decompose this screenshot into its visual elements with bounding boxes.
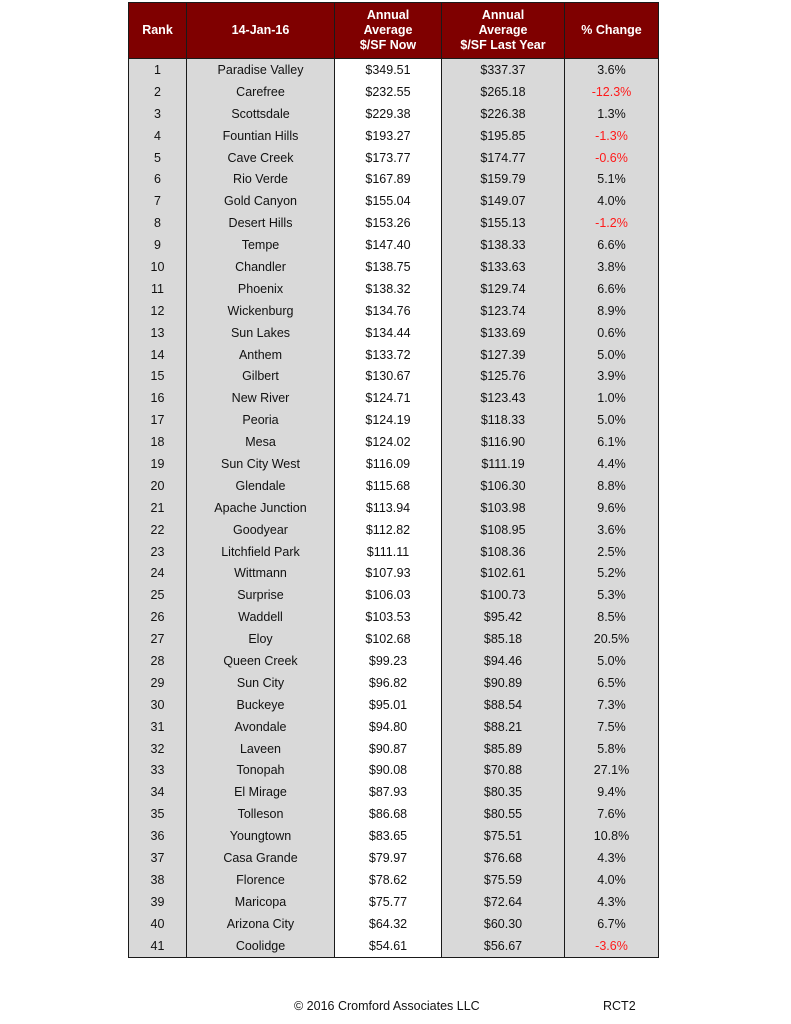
- cell-rank: 15: [129, 365, 187, 387]
- header-change: % Change: [565, 3, 659, 59]
- cell-price-now: $96.82: [335, 672, 442, 694]
- table-row: [129, 168, 659, 190]
- cell-price-now: $133.72: [335, 344, 442, 366]
- cell-city: Tempe: [187, 234, 335, 256]
- table-row: [129, 913, 659, 935]
- cell-price-last-year: $118.33: [442, 409, 565, 431]
- cell-rank: 10: [129, 256, 187, 278]
- cell-price-last-year: $56.67: [442, 935, 565, 957]
- cell-price-now: $124.02: [335, 431, 442, 453]
- cell-city: Buckeye: [187, 694, 335, 716]
- cell-price-last-year: $85.18: [442, 628, 565, 650]
- cell-price-now: $155.04: [335, 190, 442, 212]
- cell-city: El Mirage: [187, 781, 335, 803]
- cell-rank: 34: [129, 781, 187, 803]
- cell-percent-change: 4.3%: [565, 847, 659, 869]
- cell-price-now: $134.76: [335, 300, 442, 322]
- table-row: [129, 869, 659, 891]
- cell-rank: 17: [129, 409, 187, 431]
- cell-percent-change: 6.5%: [565, 672, 659, 694]
- cell-rank: 23: [129, 541, 187, 563]
- table-row: [129, 453, 659, 475]
- cell-percent-change: 5.0%: [565, 344, 659, 366]
- cell-percent-change: 3.9%: [565, 365, 659, 387]
- header-now-line1: Annual: [366, 8, 410, 22]
- table-row: [129, 584, 659, 606]
- table-row: [129, 409, 659, 431]
- cell-price-now: $116.09: [335, 453, 442, 475]
- cell-price-last-year: $155.13: [442, 212, 565, 234]
- cell-rank: 25: [129, 584, 187, 606]
- cell-percent-change: 6.7%: [565, 913, 659, 935]
- cell-rank: 40: [129, 913, 187, 935]
- cell-price-last-year: $75.59: [442, 869, 565, 891]
- cell-rank: 31: [129, 716, 187, 738]
- table-row: [129, 431, 659, 453]
- header-last-line3: $/SF Last Year: [460, 38, 546, 52]
- cell-city: Gilbert: [187, 365, 335, 387]
- cell-percent-change: 3.6%: [565, 519, 659, 541]
- cell-city: Laveen: [187, 738, 335, 760]
- cell-percent-change: 4.3%: [565, 891, 659, 913]
- cell-percent-change: 8.9%: [565, 300, 659, 322]
- table-row: [129, 672, 659, 694]
- table-row: [129, 716, 659, 738]
- table-row: [129, 212, 659, 234]
- cell-percent-change: 1.0%: [565, 387, 659, 409]
- cell-price-now: $138.75: [335, 256, 442, 278]
- cell-price-last-year: $103.98: [442, 497, 565, 519]
- cell-rank: 1: [129, 59, 187, 81]
- table-row: [129, 541, 659, 563]
- cell-price-now: $106.03: [335, 584, 442, 606]
- table-row: [129, 278, 659, 300]
- cell-city: Phoenix: [187, 278, 335, 300]
- cell-rank: 6: [129, 168, 187, 190]
- cell-percent-change: 5.2%: [565, 562, 659, 584]
- cell-city: Paradise Valley: [187, 59, 335, 81]
- cell-percent-change: 6.6%: [565, 278, 659, 300]
- cell-price-last-year: $133.63: [442, 256, 565, 278]
- cell-rank: 29: [129, 672, 187, 694]
- cell-percent-change: 1.3%: [565, 103, 659, 125]
- cell-price-now: $193.27: [335, 125, 442, 147]
- cell-rank: 36: [129, 825, 187, 847]
- cell-percent-change: -3.6%: [565, 935, 659, 957]
- price-table-container: [128, 2, 658, 958]
- cell-price-last-year: $70.88: [442, 760, 565, 782]
- cell-city: Carefree: [187, 81, 335, 103]
- cell-percent-change: 5.8%: [565, 738, 659, 760]
- cell-percent-change: 2.5%: [565, 541, 659, 563]
- cell-city: Maricopa: [187, 891, 335, 913]
- footer: [128, 997, 658, 1019]
- cell-rank: 21: [129, 497, 187, 519]
- table-row: [129, 344, 659, 366]
- cell-city: Gold Canyon: [187, 190, 335, 212]
- cell-rank: 19: [129, 453, 187, 475]
- cell-price-last-year: $80.55: [442, 803, 565, 825]
- table-row: [129, 628, 659, 650]
- cell-price-now: $86.68: [335, 803, 442, 825]
- table-row: [129, 847, 659, 869]
- table-row: [129, 234, 659, 256]
- table-row: [129, 322, 659, 344]
- report-code: RCT2: [603, 999, 636, 1013]
- header-now-line3: $/SF Now: [359, 38, 417, 52]
- table-row: [129, 562, 659, 584]
- cell-price-now: $349.51: [335, 59, 442, 81]
- cell-rank: 30: [129, 694, 187, 716]
- cell-city: Tolleson: [187, 803, 335, 825]
- cell-price-last-year: $195.85: [442, 125, 565, 147]
- cell-price-now: $153.26: [335, 212, 442, 234]
- cell-city: Glendale: [187, 475, 335, 497]
- cell-rank: 37: [129, 847, 187, 869]
- cell-price-last-year: $90.89: [442, 672, 565, 694]
- cell-city: Anthem: [187, 344, 335, 366]
- cell-city: Mesa: [187, 431, 335, 453]
- cell-price-now: $124.19: [335, 409, 442, 431]
- cell-price-last-year: $85.89: [442, 738, 565, 760]
- cell-rank: 16: [129, 387, 187, 409]
- cell-price-now: $115.68: [335, 475, 442, 497]
- cell-price-now: $111.11: [335, 541, 442, 563]
- table-row: [129, 803, 659, 825]
- cell-percent-change: -1.3%: [565, 125, 659, 147]
- cell-price-now: $167.89: [335, 168, 442, 190]
- cell-city: Sun City West: [187, 453, 335, 475]
- cell-price-last-year: $337.37: [442, 59, 565, 81]
- cell-rank: 3: [129, 103, 187, 125]
- cell-percent-change: 5.0%: [565, 650, 659, 672]
- cell-rank: 39: [129, 891, 187, 913]
- cell-price-last-year: $138.33: [442, 234, 565, 256]
- cell-rank: 24: [129, 562, 187, 584]
- cell-city: Rio Verde: [187, 168, 335, 190]
- cell-city: Florence: [187, 869, 335, 891]
- cell-percent-change: 20.5%: [565, 628, 659, 650]
- cell-rank: 14: [129, 344, 187, 366]
- cell-price-now: $79.97: [335, 847, 442, 869]
- cell-city: Peoria: [187, 409, 335, 431]
- cell-city: Goodyear: [187, 519, 335, 541]
- cell-rank: 32: [129, 738, 187, 760]
- header-last-year: [442, 3, 565, 59]
- cell-rank: 13: [129, 322, 187, 344]
- cell-price-now: $75.77: [335, 891, 442, 913]
- cell-city: Desert Hills: [187, 212, 335, 234]
- cell-price-last-year: $94.46: [442, 650, 565, 672]
- table-row: [129, 365, 659, 387]
- cell-city: Tonopah: [187, 760, 335, 782]
- table-row: [129, 519, 659, 541]
- header-rank: Rank: [129, 3, 187, 59]
- cell-price-now: $232.55: [335, 81, 442, 103]
- cell-percent-change: 9.6%: [565, 497, 659, 519]
- header-last-line1: Annual: [481, 8, 525, 22]
- cell-percent-change: 5.1%: [565, 168, 659, 190]
- cell-price-last-year: $226.38: [442, 103, 565, 125]
- cell-percent-change: 7.3%: [565, 694, 659, 716]
- table-row: [129, 650, 659, 672]
- cell-price-last-year: $72.64: [442, 891, 565, 913]
- table-row: [129, 825, 659, 847]
- cell-percent-change: 5.0%: [565, 409, 659, 431]
- cell-price-last-year: $149.07: [442, 190, 565, 212]
- table-header-row: [129, 3, 659, 59]
- cell-rank: 27: [129, 628, 187, 650]
- cell-price-last-year: $159.79: [442, 168, 565, 190]
- cell-percent-change: 6.6%: [565, 234, 659, 256]
- cell-price-last-year: $129.74: [442, 278, 565, 300]
- table-row: [129, 59, 659, 81]
- cell-price-now: $54.61: [335, 935, 442, 957]
- cell-rank: 41: [129, 935, 187, 957]
- cell-city: New River: [187, 387, 335, 409]
- table-row: [129, 891, 659, 913]
- cell-price-last-year: $80.35: [442, 781, 565, 803]
- cell-price-now: $124.71: [335, 387, 442, 409]
- cell-percent-change: 3.8%: [565, 256, 659, 278]
- cell-price-now: $83.65: [335, 825, 442, 847]
- cell-city: Casa Grande: [187, 847, 335, 869]
- table-row: [129, 760, 659, 782]
- cell-price-now: $95.01: [335, 694, 442, 716]
- cell-price-now: $94.80: [335, 716, 442, 738]
- cell-percent-change: 4.4%: [565, 453, 659, 475]
- cell-price-now: $90.87: [335, 738, 442, 760]
- cell-price-last-year: $123.43: [442, 387, 565, 409]
- cell-price-last-year: $116.90: [442, 431, 565, 453]
- cell-city: Scottsdale: [187, 103, 335, 125]
- cell-percent-change: -12.3%: [565, 81, 659, 103]
- cell-price-last-year: $88.21: [442, 716, 565, 738]
- cell-price-last-year: $127.39: [442, 344, 565, 366]
- cell-percent-change: 7.6%: [565, 803, 659, 825]
- header-date: 14-Jan-16: [187, 3, 335, 59]
- cell-price-now: $87.93: [335, 781, 442, 803]
- cell-price-last-year: $76.68: [442, 847, 565, 869]
- cell-city: Sun Lakes: [187, 322, 335, 344]
- cell-percent-change: -1.2%: [565, 212, 659, 234]
- cell-city: Surprise: [187, 584, 335, 606]
- cell-percent-change: 8.5%: [565, 606, 659, 628]
- table-row: [129, 256, 659, 278]
- cell-price-last-year: $88.54: [442, 694, 565, 716]
- cell-price-now: $103.53: [335, 606, 442, 628]
- cell-price-now: $229.38: [335, 103, 442, 125]
- cell-price-now: $138.32: [335, 278, 442, 300]
- cell-price-last-year: $102.61: [442, 562, 565, 584]
- cell-percent-change: 6.1%: [565, 431, 659, 453]
- cell-price-now: $130.67: [335, 365, 442, 387]
- cell-percent-change: 10.8%: [565, 825, 659, 847]
- cell-percent-change: 3.6%: [565, 59, 659, 81]
- header-now-line2: Average: [363, 23, 413, 37]
- cell-rank: 20: [129, 475, 187, 497]
- cell-rank: 9: [129, 234, 187, 256]
- cell-rank: 38: [129, 869, 187, 891]
- cell-price-last-year: $111.19: [442, 453, 565, 475]
- table-row: [129, 387, 659, 409]
- table-body: [129, 59, 659, 958]
- cell-price-now: $102.68: [335, 628, 442, 650]
- cell-price-now: $113.94: [335, 497, 442, 519]
- cell-percent-change: 5.3%: [565, 584, 659, 606]
- cell-price-now: $112.82: [335, 519, 442, 541]
- cell-rank: 4: [129, 125, 187, 147]
- cell-price-now: $78.62: [335, 869, 442, 891]
- cell-city: Wittmann: [187, 562, 335, 584]
- table-row: [129, 781, 659, 803]
- table-row: [129, 300, 659, 322]
- cell-rank: 26: [129, 606, 187, 628]
- cell-rank: 22: [129, 519, 187, 541]
- table-row: [129, 147, 659, 169]
- cell-rank: 7: [129, 190, 187, 212]
- cell-price-now: $64.32: [335, 913, 442, 935]
- table-row: [129, 497, 659, 519]
- cell-rank: 33: [129, 760, 187, 782]
- cell-rank: 12: [129, 300, 187, 322]
- cell-percent-change: 0.6%: [565, 322, 659, 344]
- cell-price-now: $147.40: [335, 234, 442, 256]
- header-last-line2: Average: [478, 23, 528, 37]
- cell-price-last-year: $106.30: [442, 475, 565, 497]
- cell-price-last-year: $95.42: [442, 606, 565, 628]
- cell-city: Waddell: [187, 606, 335, 628]
- cell-city: Fountian Hills: [187, 125, 335, 147]
- header-now: [335, 3, 442, 59]
- cell-city: Wickenburg: [187, 300, 335, 322]
- table-row: [129, 606, 659, 628]
- cell-rank: 11: [129, 278, 187, 300]
- table-row: [129, 738, 659, 760]
- table-row: [129, 475, 659, 497]
- table-row: [129, 190, 659, 212]
- cell-price-last-year: $174.77: [442, 147, 565, 169]
- table-row: [129, 103, 659, 125]
- cell-percent-change: 4.0%: [565, 190, 659, 212]
- cell-city: Avondale: [187, 716, 335, 738]
- cell-rank: 8: [129, 212, 187, 234]
- cell-price-last-year: $123.74: [442, 300, 565, 322]
- cell-price-last-year: $60.30: [442, 913, 565, 935]
- cell-city: Apache Junction: [187, 497, 335, 519]
- cell-city: Queen Creek: [187, 650, 335, 672]
- cell-price-last-year: $265.18: [442, 81, 565, 103]
- cell-rank: 5: [129, 147, 187, 169]
- cell-price-now: $90.08: [335, 760, 442, 782]
- cell-price-last-year: $108.36: [442, 541, 565, 563]
- cell-rank: 28: [129, 650, 187, 672]
- cell-city: Litchfield Park: [187, 541, 335, 563]
- cell-city: Sun City: [187, 672, 335, 694]
- cell-price-now: $173.77: [335, 147, 442, 169]
- table-row: [129, 935, 659, 957]
- cell-city: Youngtown: [187, 825, 335, 847]
- cell-price-last-year: $108.95: [442, 519, 565, 541]
- table-row: [129, 81, 659, 103]
- cell-price-last-year: $100.73: [442, 584, 565, 606]
- cell-percent-change: 9.4%: [565, 781, 659, 803]
- price-per-sqft-table: [128, 2, 659, 958]
- cell-rank: 2: [129, 81, 187, 103]
- cell-rank: 18: [129, 431, 187, 453]
- copyright-text: © 2016 Cromford Associates LLC: [294, 999, 480, 1013]
- cell-city: Eloy: [187, 628, 335, 650]
- cell-rank: 35: [129, 803, 187, 825]
- cell-price-now: $107.93: [335, 562, 442, 584]
- cell-price-now: $134.44: [335, 322, 442, 344]
- cell-city: Arizona City: [187, 913, 335, 935]
- cell-city: Cave Creek: [187, 147, 335, 169]
- cell-percent-change: 7.5%: [565, 716, 659, 738]
- cell-city: Chandler: [187, 256, 335, 278]
- cell-price-last-year: $125.76: [442, 365, 565, 387]
- table-row: [129, 694, 659, 716]
- cell-percent-change: 27.1%: [565, 760, 659, 782]
- cell-percent-change: 4.0%: [565, 869, 659, 891]
- table-row: [129, 125, 659, 147]
- cell-percent-change: 8.8%: [565, 475, 659, 497]
- cell-city: Coolidge: [187, 935, 335, 957]
- cell-percent-change: -0.6%: [565, 147, 659, 169]
- cell-price-now: $99.23: [335, 650, 442, 672]
- cell-price-last-year: $133.69: [442, 322, 565, 344]
- cell-price-last-year: $75.51: [442, 825, 565, 847]
